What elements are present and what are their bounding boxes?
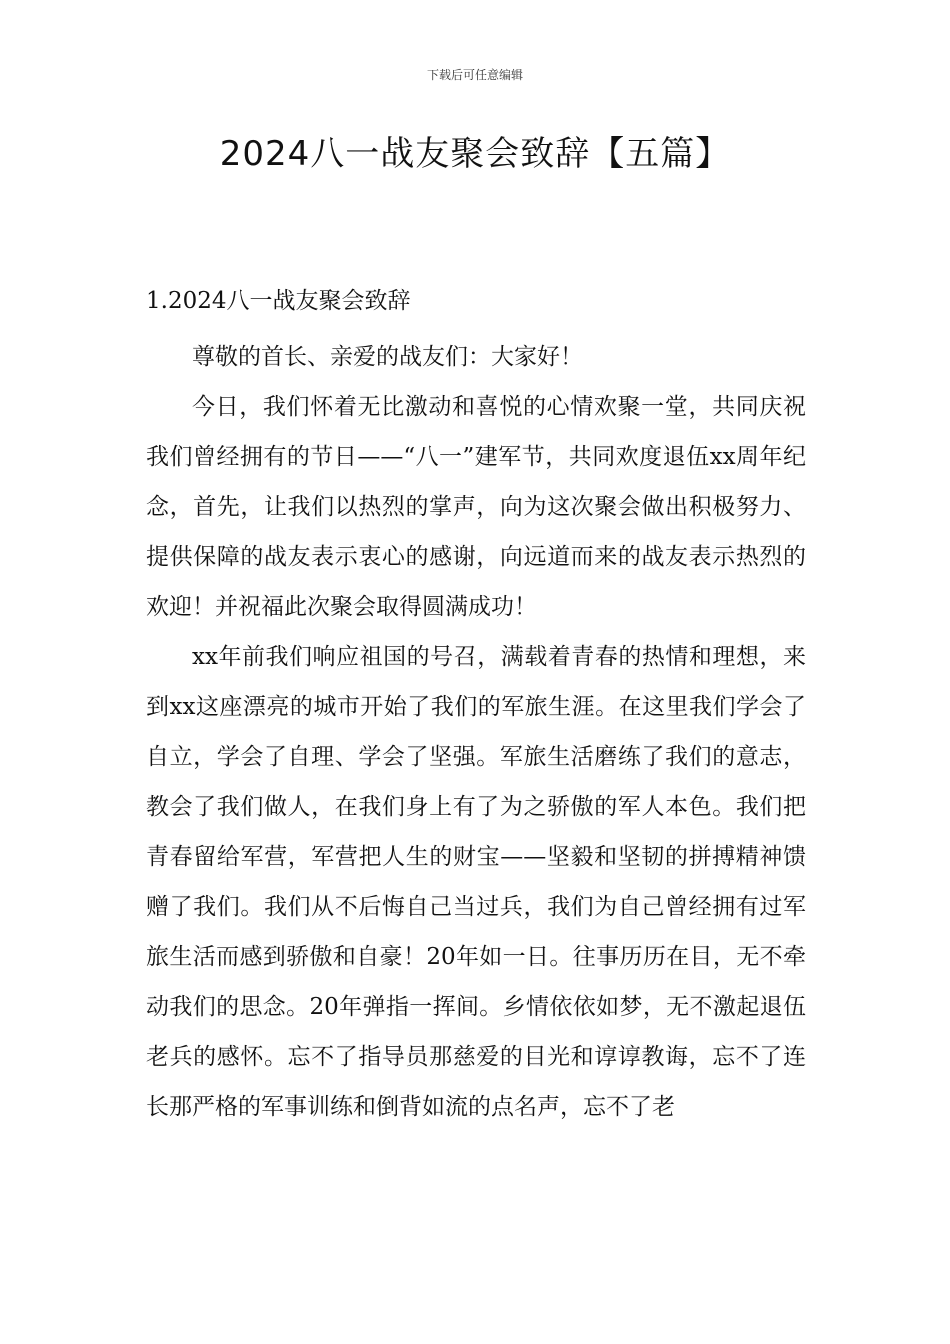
body-paragraph: 今日，我们怀着无比激动和喜悦的心情欢聚一堂，共同庆祝我们曾经拥有的节日——“八一”建军节，共同欢度退伍xx周年纪念，首先，让我们以热烈的掌声，向为这次聚会做出积极努力、提供保障的战友表示衷心的感谢，向远道而来的战友表示热烈的欢迎！并祝福此次聚会取得圆满成功！ [146,394,806,620]
header-note: 下载后可任意编辑 [426,68,523,82]
section-heading: 1.2024八一战友聚会致辞 [146,288,411,314]
body-paragraph: xx年前我们响应祖国的号召，满载着青春的热情和理想，来到xx这座漂亮的城市开始了我们的军旅生涯。在这里我们学会了自立，学会了自理、学会了坚强。军旅生活磨练了我们的意志，教会了我们做人，在我们身上有了为之骄傲的军人本色。我们把青春留给军营，军营把人生的财宝——坚毅和坚韧的拼搏精神馈赠了我们。我们从不后悔自己当过兵，我们为自己曾经拥有过军旅生活而感到骄傲和自豪！20年如一日。往事历历在目，无不牵动我们的思念。20年弹指一挥间。乡情依依如梦，无不激起退伍老兵的感怀。忘不了指导员那慈爱的目光和谆谆教诲，忘不了连长那严格的军事训练和倒背如流的点名声，忘不了老 [146,644,806,1120]
document-body [146,332,806,1132]
greeting-paragraph: 尊敬的首长、亲爱的战友们：大家好！ [192,344,583,370]
document-title: 2024八一战友聚会致辞【五篇】 [219,134,731,174]
